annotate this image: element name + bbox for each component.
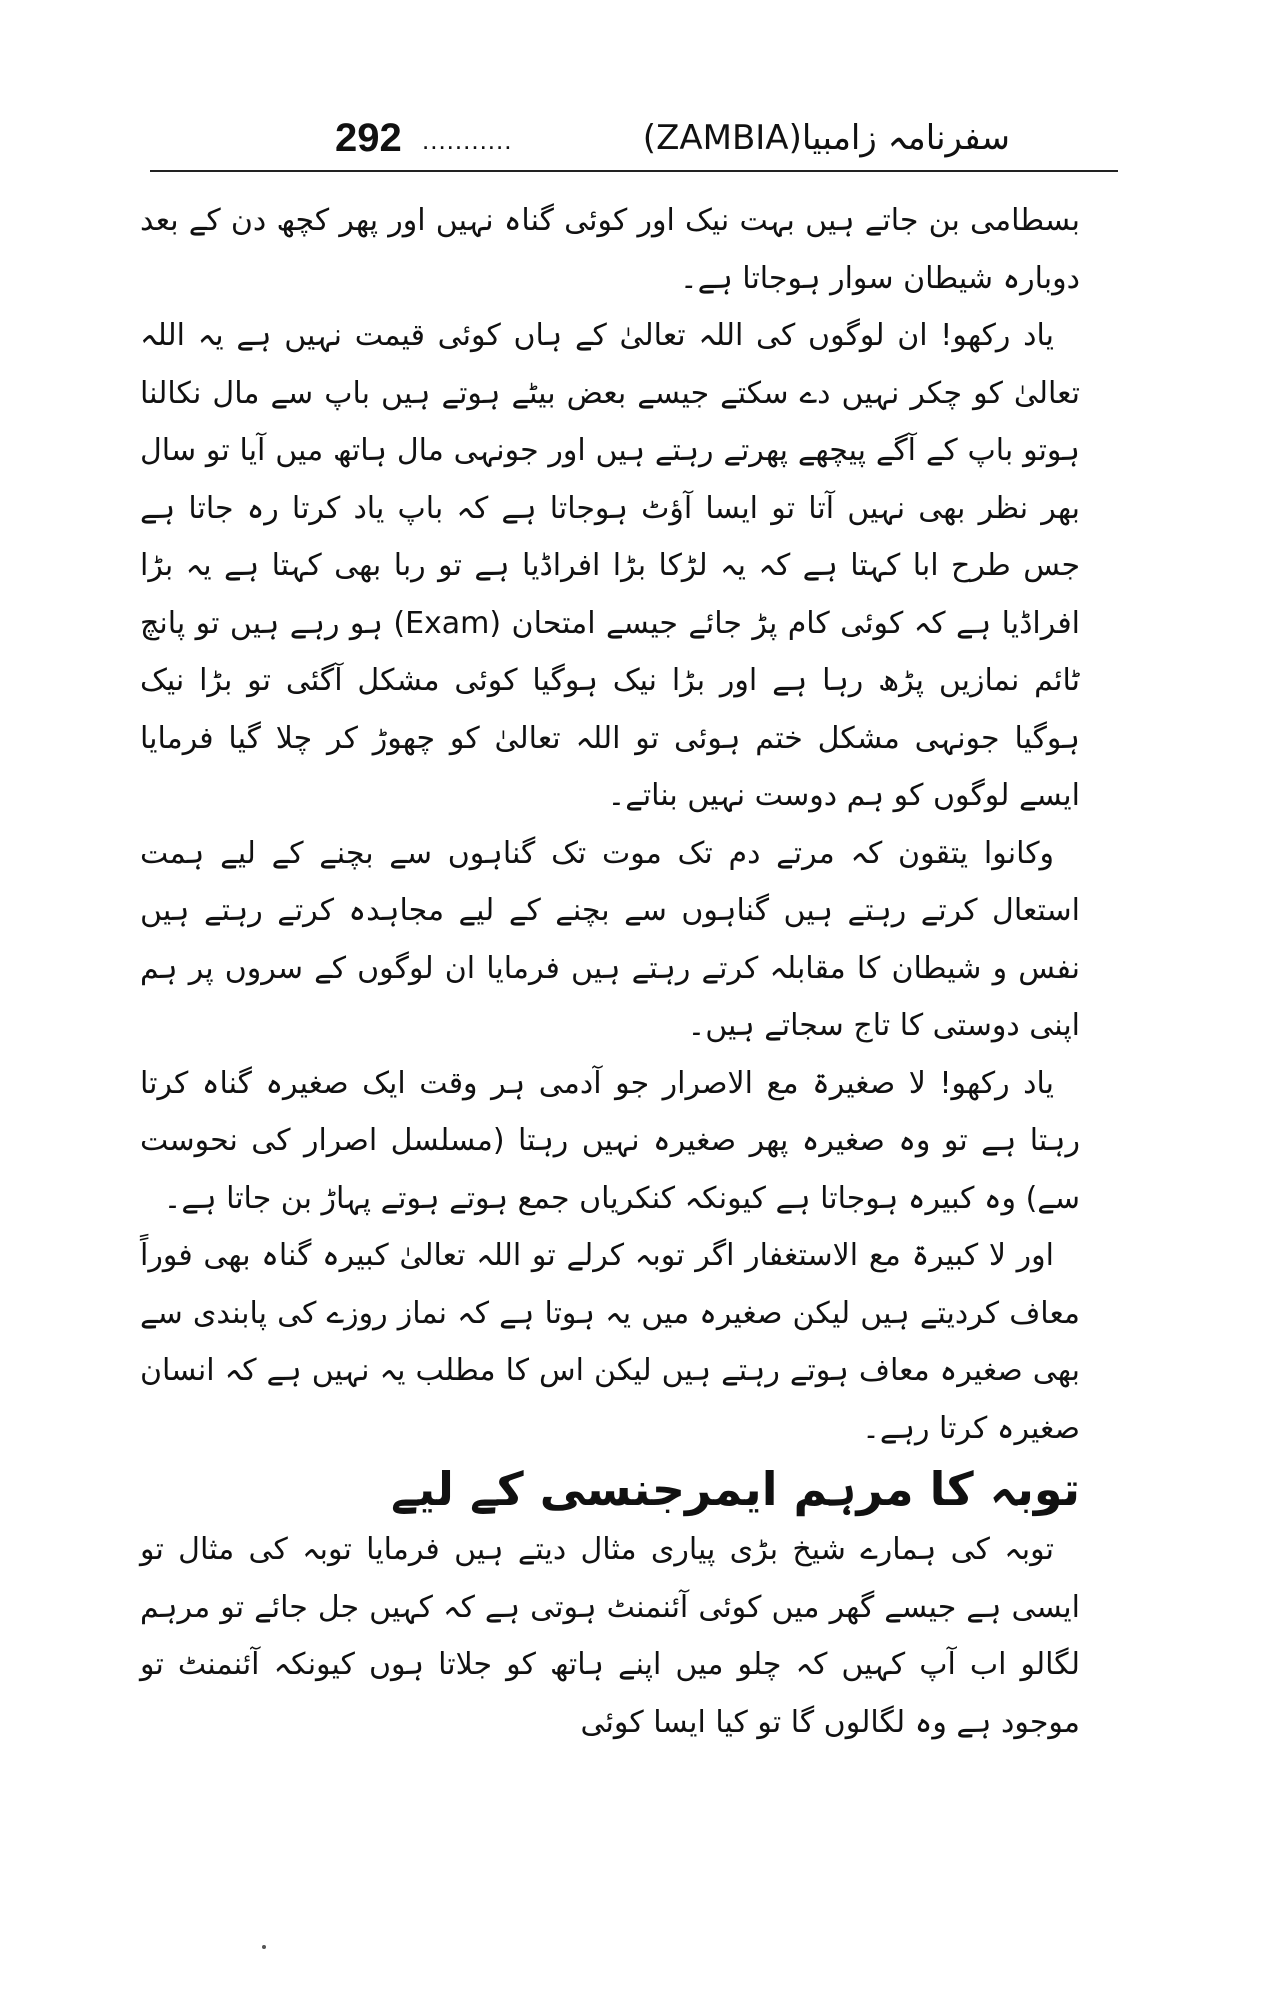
paragraph-1: بسطامی بن جاتے ہیں بہت نیک اور کوئی گناہ نہیں اور پھر کچھ دن کے بعد دوبارہ شیطان سوار ہوجاتا ہے۔ (140, 203, 1080, 296)
page-speck (262, 1945, 266, 1949)
body-text (140, 192, 1080, 1751)
running-title: سفرنامہ زامبیا(ZAMBIA) (642, 118, 1010, 158)
paragraph-2: یاد رکھو! ان لوگوں کی اللہ تعالیٰ کے ہاں کوئی قیمت نہیں ہے یہ اللہ تعالیٰ کو چکر نہیں دے سکتے جیسے بعض بیٹے ہوتے ہیں باپ سے مال نکالنا ہوتو باپ کے آگے پیچھے پھرتے رہتے ہیں اور جونہی مال ہاتھ میں آیا تو سال بھر نظر بھی نہیں آتا تو ایسا آؤٹ ہوجاتا ہے کہ باپ یاد کرتا رہ جاتا ہے جس طرح ابا کہتا ہے کہ یہ لڑکا بڑا افراڈیا ہے تو ربا بھی کہتا ہے یہ بڑا افراڈیا ہے کہ کوئی کام پڑ جائے جیسے امتحان (Exam) ہو رہے ہیں تو پانچ ٹائم نمازیں پڑھ رہا ہے اور بڑا نیک ہوگیا کوئی مشکل آگئی تو بڑا نیک ہوگیا جونہی مشکل ختم ہوئی تو اللہ تعالیٰ کو چھوڑ کر چلا گیا فرمایا ایسے لوگوں کو ہم دوست نہیں بناتے۔ (140, 318, 1080, 813)
paragraph-3: وکانوا یتقون کہ مرتے دم تک موت تک گناہوں سے بچنے کے لیے ہمت استعال کرتے رہتے ہیں گناہوں سے بچنے کے لیے مجاہدہ کرتے رہتے ہیں نفس و شیطان کا مقابلہ کرتے رہتے ہیں فرمایا ان لوگوں کے سروں پر ہم اپنی دوستی کا تاج سجاتے ہیں۔ (140, 835, 1080, 1043)
page-header (150, 110, 1122, 166)
header-divider (150, 170, 1118, 172)
paragraph-6: توبہ کی ہمارے شیخ بڑی پیاری مثال دیتے ہیں فرمایا توبہ کی مثال تو ایسی ہے جیسے گھر میں کوئی آئنمنٹ ہوتی ہے کہ کہیں جل جائے تو مرہم لگالو اب آپ کہیں کہ چلو میں اپنے ہاتھ کو جلاتا ہوں کیونکہ آئنمنٹ تو موجود ہے وہ لگالوں گا تو کیا ایسا کوئی (140, 1532, 1080, 1740)
section-heading: توبہ کا مرہم ایمرجنسی کے لیے (390, 1462, 1080, 1516)
page-number: 292 (335, 116, 402, 160)
paragraph-4: یاد رکھو! لا صغیرۃ مع الاصرار جو آدمی ہر وقت ایک صغیرہ گناہ کرتا رہتا ہے تو وہ صغیرہ پھر صغیرہ نہیں رہتا (مسلسل اصرار کی نحوست سے) وہ کبیرہ ہوجاتا ہے کیونکہ کنکریاں جمع ہوتے ہوتے پہاڑ بن جاتا ہے۔ (140, 1065, 1080, 1216)
header-dot-leader: ........... (422, 125, 513, 155)
paragraph-5: اور لا کبیرۃ مع الاستغفار اگر توبہ کرلے تو اللہ تعالیٰ کبیرہ گناہ بھی فوراً معاف کردیتے ہیں لیکن صغیرہ میں یہ ہوتا ہے کہ نماز روزے کی پابندی سے بھی صغیرہ معاف ہوتے رہتے ہیں لیکن اس کا مطلب یہ نہیں ہے کہ انسان صغیرہ کرتا رہے۔ (140, 1238, 1080, 1446)
